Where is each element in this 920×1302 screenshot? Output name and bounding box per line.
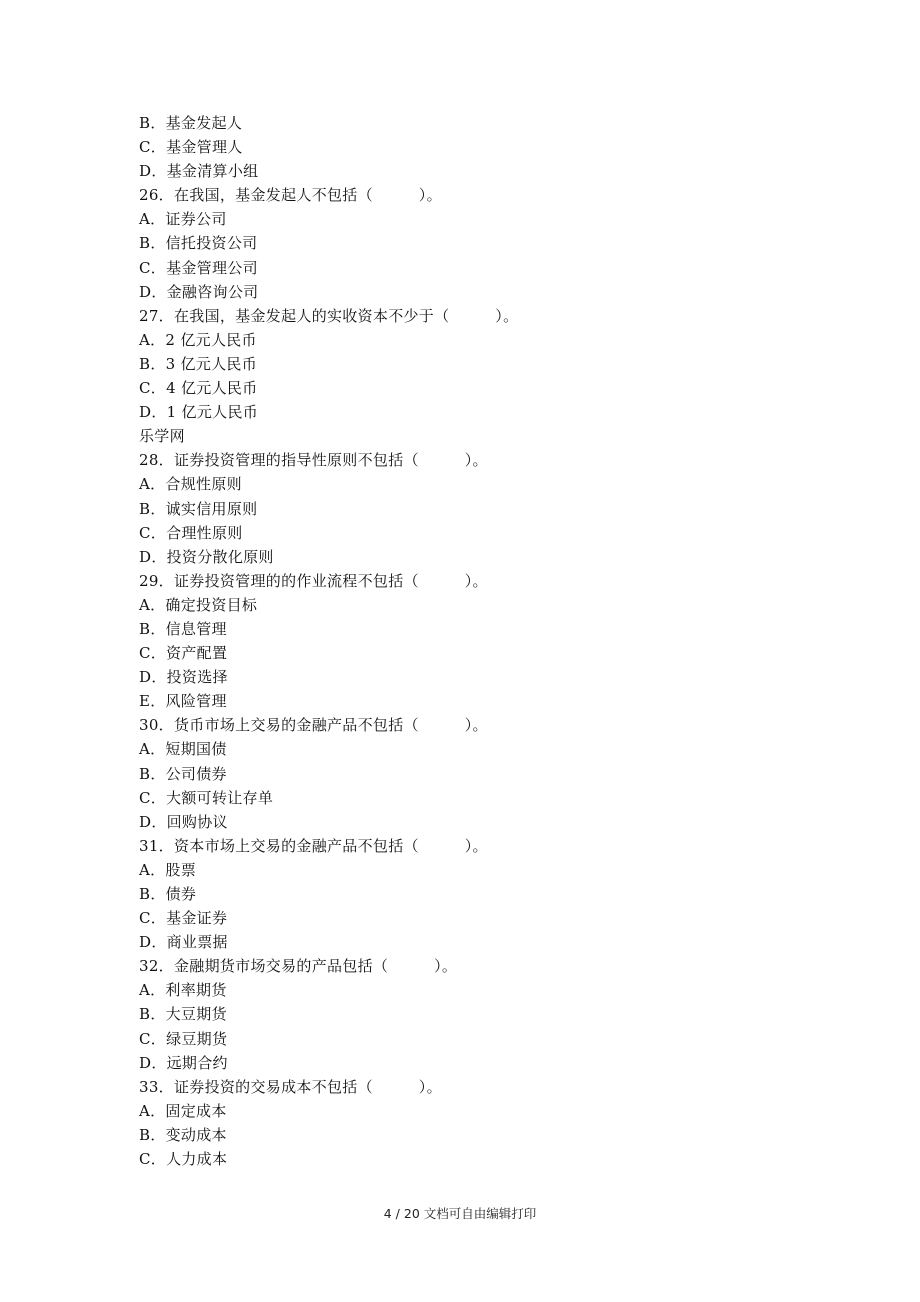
question-stem: 26．在我国，基金发起人不包括（ ）。 xyxy=(139,186,442,205)
answer-option: C．4 亿元人民币 xyxy=(139,379,258,398)
answer-option: D．投资分散化原则 xyxy=(139,547,274,566)
answer-option: A．确定投资目标 xyxy=(139,595,258,614)
answer-option: C．基金管理公司 xyxy=(139,258,258,277)
question-stem: 31．资本市场上交易的金融产品不包括（ ）。 xyxy=(139,836,488,855)
answer-option: D．1 亿元人民币 xyxy=(139,403,259,422)
answer-option: C．大额可转让存单 xyxy=(139,788,274,807)
answer-option: A．固定成本 xyxy=(139,1101,227,1120)
answer-option: B．信息管理 xyxy=(139,619,227,638)
answer-option: C．绿豆期货 xyxy=(139,1029,228,1048)
answer-option: A．证券公司 xyxy=(139,210,227,229)
answer-option: D．金融咨询公司 xyxy=(139,282,259,301)
answer-option: C．人力成本 xyxy=(139,1150,228,1169)
question-stem: 32．金融期货市场交易的产品包括（ ）。 xyxy=(139,957,458,976)
answer-option: B．大豆期货 xyxy=(139,1005,227,1024)
text-line: 乐学网 xyxy=(139,427,185,446)
answer-option: A．短期国债 xyxy=(139,740,227,759)
answer-option: D．基金清算小组 xyxy=(139,162,259,181)
answer-option: D．商业票据 xyxy=(139,933,228,952)
answer-option: C．合理性原则 xyxy=(139,523,243,542)
answer-option: B．基金发起人 xyxy=(139,114,243,132)
question-stem: 27．在我国，基金发起人的实收资本不少于（ ）。 xyxy=(139,306,519,325)
answer-option: B．债券 xyxy=(139,885,197,903)
answer-option: B．公司债券 xyxy=(139,764,227,783)
answer-option: B．3 亿元人民币 xyxy=(139,354,258,373)
answer-option: A．合规性原则 xyxy=(139,475,242,494)
question-stem: 28．证券投资管理的指导性原则不包括（ ）。 xyxy=(139,451,488,470)
answer-option: C．资产配置 xyxy=(139,644,228,663)
answer-option: B．诚实信用原则 xyxy=(139,499,258,518)
answer-option: B．信托投资公司 xyxy=(139,234,258,253)
answer-option: D．投资选择 xyxy=(139,668,228,687)
answer-option: C．基金证券 xyxy=(139,909,228,928)
answer-option: A．2 亿元人民币 xyxy=(139,330,257,349)
page-footer: 4 / 20 文档可自由编辑打印 xyxy=(383,1206,537,1221)
answer-option: D．远期合约 xyxy=(139,1053,228,1072)
answer-option: A．股票 xyxy=(139,860,197,879)
question-stem: 29．证券投资管理的的作业流程不包括（ ）。 xyxy=(139,571,488,590)
answer-option: C．基金管理人 xyxy=(139,138,243,157)
question-list xyxy=(139,111,518,1171)
answer-option: B．变动成本 xyxy=(139,1125,227,1144)
answer-option: E．风险管理 xyxy=(139,692,227,711)
question-stem: 33．证券投资的交易成本不包括（ ）。 xyxy=(139,1077,442,1096)
question-stem: 30．货币市场上交易的金融产品不包括（ ）。 xyxy=(139,716,488,735)
answer-option: D．回购协议 xyxy=(139,812,228,831)
answer-option: A．利率期货 xyxy=(139,981,227,1000)
